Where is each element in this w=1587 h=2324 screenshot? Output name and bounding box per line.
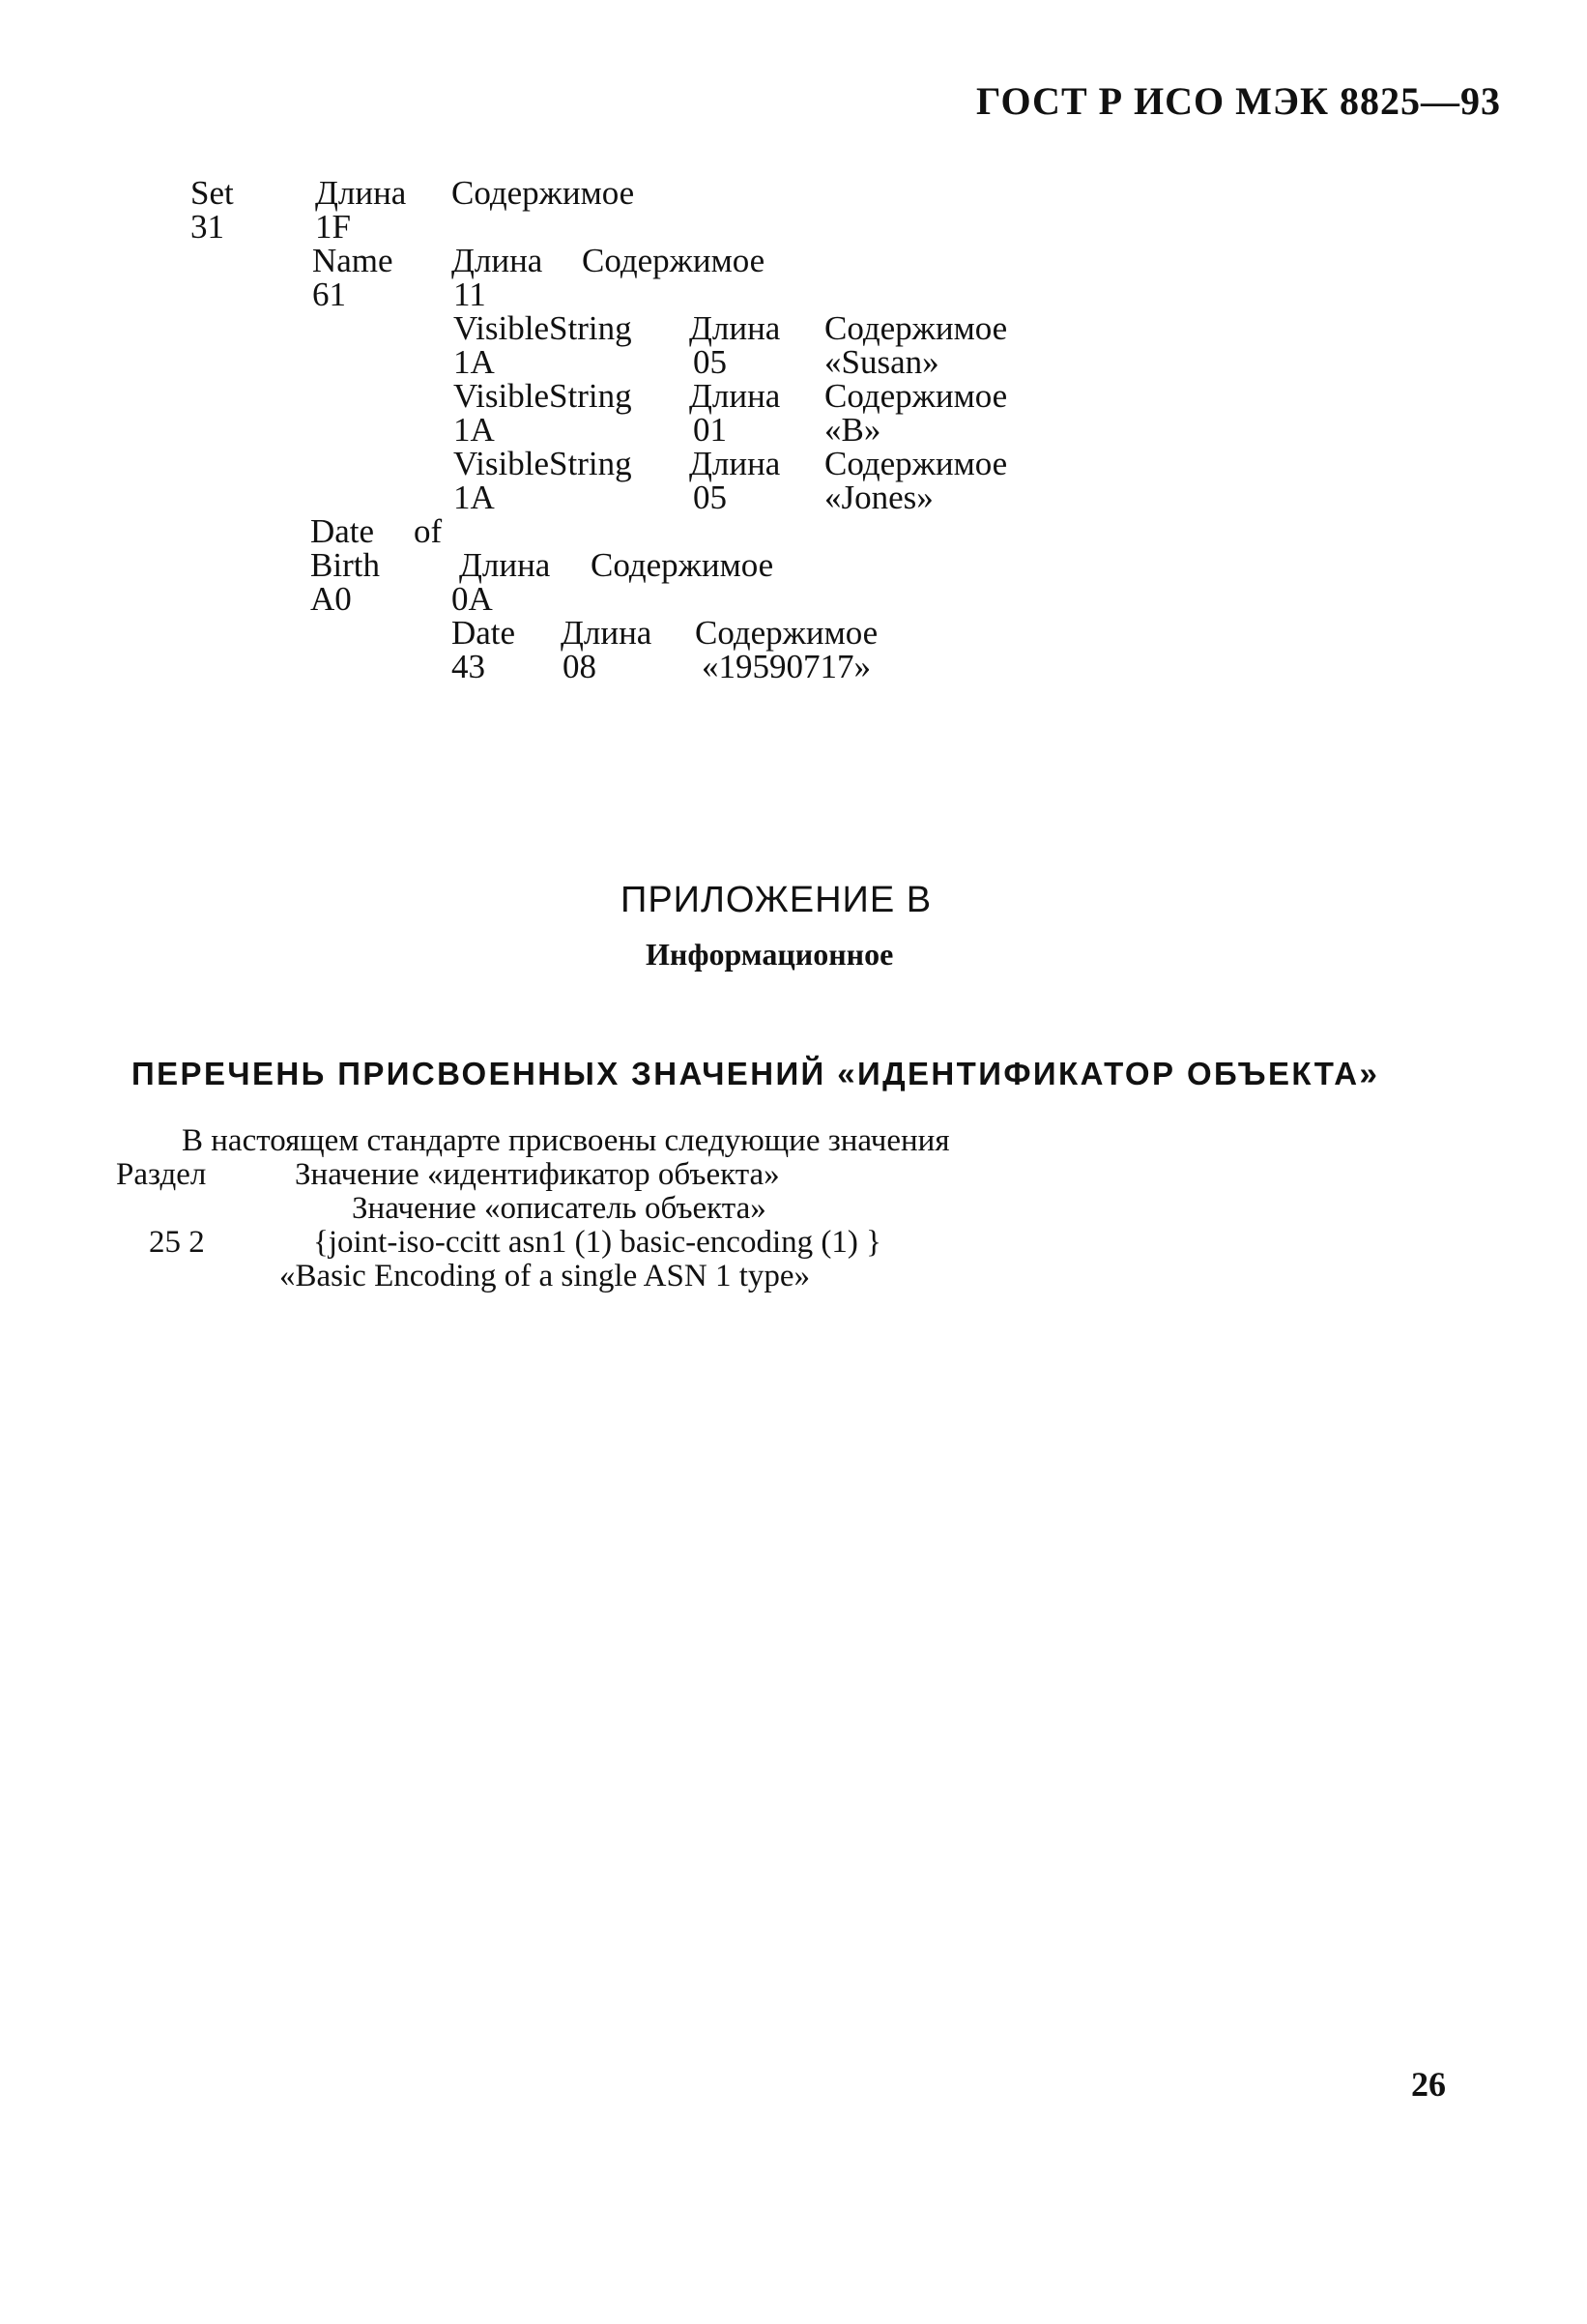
- dob-code: A0: [310, 580, 352, 618]
- date-length-label: Длина: [561, 614, 652, 652]
- string-type: VisibleString: [453, 309, 632, 347]
- set-contents-label: Содержимое: [451, 174, 635, 212]
- row-section-number: 25 2: [149, 1225, 205, 1260]
- section-title: ПЕРЕЧЕНЬ ПРИСВОЕННЫХ ЗНАЧЕНИЙ «ИДЕНТИФИКАТОР ОБЪЕКТА»: [131, 1056, 1380, 1091]
- set-length-label: Длина: [315, 174, 407, 212]
- string-length-label: Длина: [689, 309, 781, 347]
- dob-label-birth: Birth: [310, 546, 380, 584]
- appendix-title: ПРИЛОЖЕНИЕ В: [620, 880, 933, 920]
- intro-paragraph: В настоящем стандарте присвоены следующие значения: [182, 1123, 950, 1158]
- date-length: 08: [563, 648, 596, 685]
- name-code: 61: [312, 276, 346, 313]
- string-contents: «Jones»: [824, 479, 934, 516]
- row-object-descriptor: «Basic Encoding of a single ASN 1 type»: [279, 1259, 811, 1293]
- name-length-label: Длина: [451, 242, 543, 279]
- date-contents: «19590717»: [702, 648, 871, 685]
- set-tag: Set: [190, 174, 234, 212]
- name-length-value: 11: [453, 276, 486, 313]
- set-length-value: 1F: [315, 208, 351, 246]
- string-length: 01: [693, 411, 727, 449]
- string-length-label: Длина: [689, 445, 781, 482]
- name-tag: Name: [312, 242, 393, 279]
- date-contents-label: Содержимое: [695, 614, 879, 652]
- string-code: 1A: [453, 411, 495, 449]
- string-contents: «B»: [824, 411, 881, 449]
- dob-length-value: 0A: [451, 580, 493, 618]
- name-contents-label: Содержимое: [582, 242, 765, 279]
- string-length-label: Длина: [689, 377, 781, 415]
- string-contents-label: Содержимое: [824, 309, 1008, 347]
- string-length: 05: [693, 479, 727, 516]
- string-length: 05: [693, 343, 727, 381]
- string-code: 1A: [453, 479, 495, 516]
- string-contents-label: Содержимое: [824, 445, 1008, 482]
- string-type: VisibleString: [453, 377, 632, 415]
- dob-length-label: Длина: [459, 546, 551, 584]
- dob-label-date: Date: [310, 512, 375, 550]
- string-contents-label: Содержимое: [824, 377, 1008, 415]
- column-header-descriptor: Значение «описатель объекта»: [352, 1191, 766, 1226]
- string-type: VisibleString: [453, 445, 632, 482]
- column-header-section: Раздел: [116, 1157, 207, 1192]
- running-header: ГОСТ Р ИСО МЭК 8825—93: [976, 79, 1502, 123]
- set-code: 31: [190, 208, 224, 246]
- appendix-subtitle: Информационное: [646, 937, 894, 972]
- string-contents: «Susan»: [824, 343, 939, 381]
- page-number: 26: [1411, 2065, 1446, 2104]
- dob-contents-label: Содержимое: [591, 546, 774, 584]
- date-code: 43: [451, 648, 485, 685]
- date-tag: Date: [451, 614, 516, 652]
- row-object-identifier: {joint-iso-ccitt asn1 (1) basic-encoding (1) }: [313, 1225, 881, 1260]
- string-code: 1A: [453, 343, 495, 381]
- column-header-oid: Значение «идентификатор объекта»: [295, 1157, 780, 1192]
- dob-label-of: of: [414, 512, 443, 550]
